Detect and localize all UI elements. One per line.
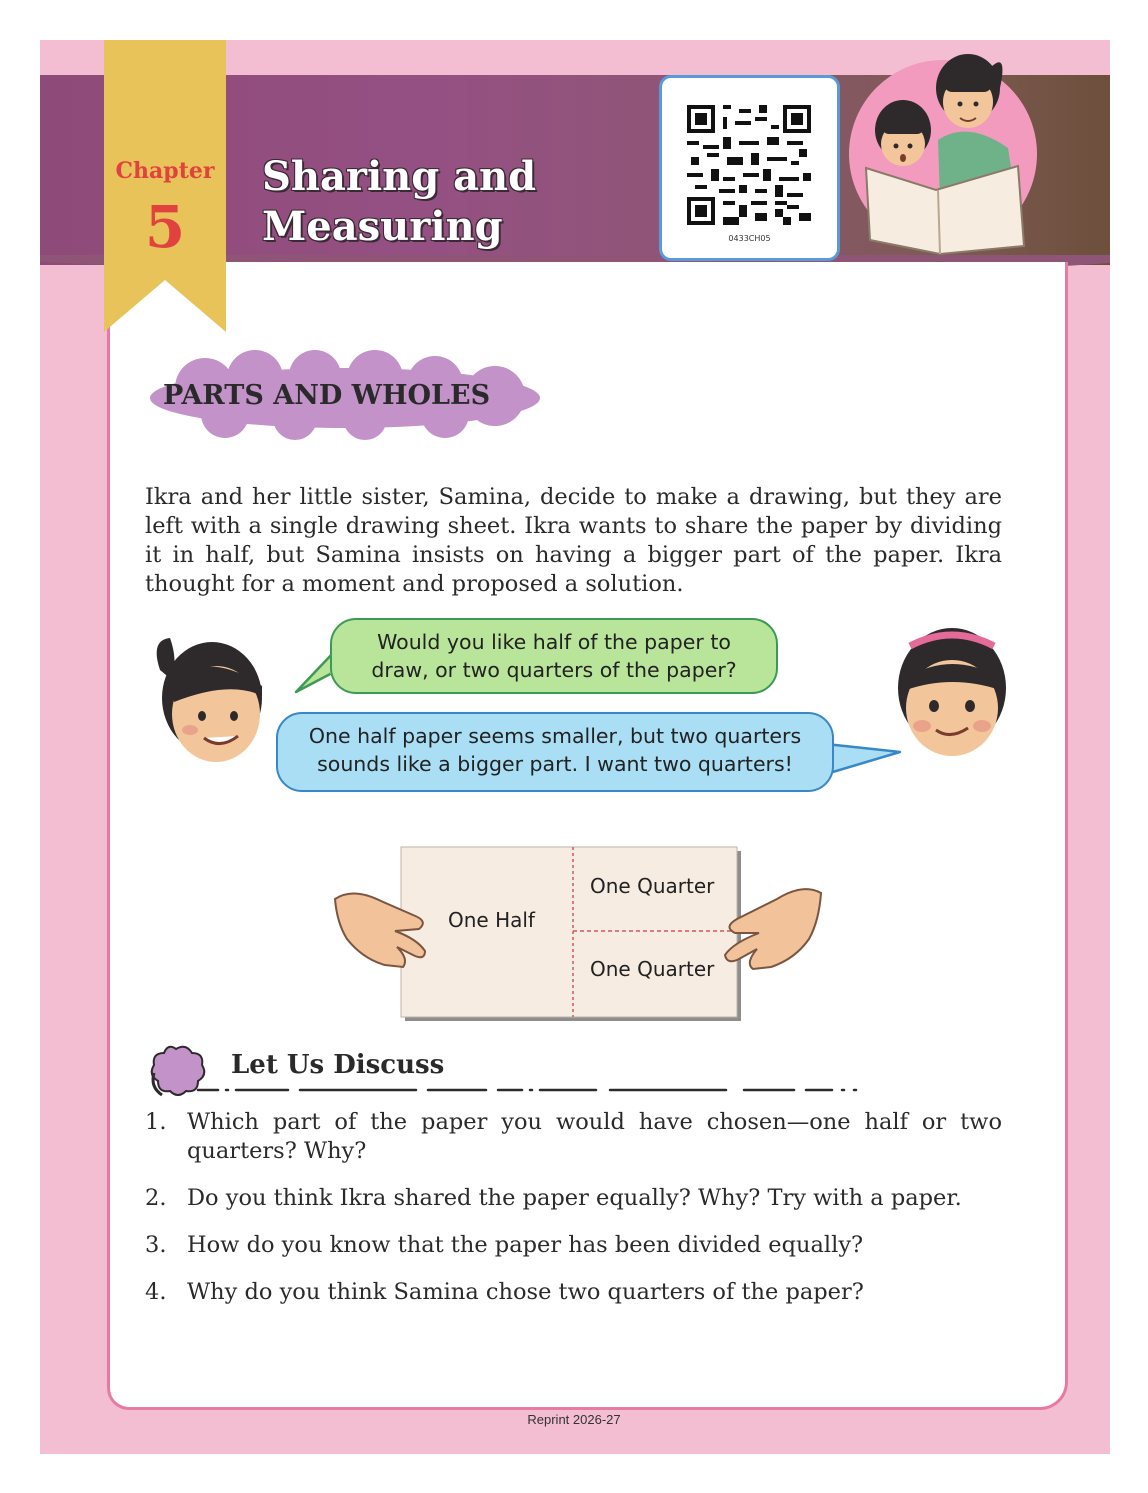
question-text: Why do you think Samina chose two quarters of the paper? [187,1279,864,1305]
discuss-title: Let Us Discuss [231,1050,445,1080]
discussion-questions [145,1108,1002,1325]
qr-code-card[interactable] [659,75,840,261]
question-number: 3. [145,1232,167,1258]
samina-speech-line1: One half paper seems smaller, but two quarters [308,724,802,748]
chapter-title [262,152,642,252]
chapter-ribbon [104,40,226,332]
question-item [145,1108,1002,1166]
samina-speech-bubble [276,712,834,792]
chapter-title-line2: Measuring [262,203,503,250]
ikra-speech-line1: Would you like half of the paper to [377,630,731,654]
chapter-number: 5 [144,193,186,261]
reprint-footer: Reprint 2026-27 [527,1412,621,1427]
question-text: Which part of the paper you would have chosen—one half or two quarters? Why? [187,1109,1002,1164]
question-text: How do you know that the paper has been divided equally? [187,1232,864,1258]
intro-paragraph: Ikra and her little sister, Samina, decide to make a drawing, but they are left with a single drawing sheet. Ikra wants to share the paper by dividing it in half, but Samina insists on having a bigger part of the paper. Ikra thought for a moment and proposed a solution. [145,483,1002,597]
section-title: PARTS AND WHOLES [163,380,491,411]
ikra-face-illustration [150,630,280,770]
chapter-title-line1: Sharing and [262,153,537,200]
one-quarter-bottom-label: One Quarter [590,957,715,981]
chapter-label: Chapter [115,158,215,184]
discuss-underline [196,1085,866,1095]
question-text: Do you think Ikra shared the paper equally? Why? Try with a paper. [187,1185,962,1211]
blue-bubble-tail [822,740,902,780]
one-half-label: One Half [448,908,535,932]
one-quarter-top-label: One Quarter [590,874,715,898]
qr-code-icon [687,105,811,225]
question-item [145,1184,1002,1213]
question-number: 1. [145,1109,167,1135]
girls-reading-illustration [848,40,1038,262]
question-item [145,1231,1002,1260]
ikra-speech-line2: draw, or two quarters of the paper? [371,658,737,682]
question-item [145,1278,1002,1307]
paper-sheet [333,843,823,1025]
question-number: 4. [145,1279,167,1305]
question-number: 2. [145,1185,167,1211]
paper-division-figure [333,843,823,1025]
samina-face-illustration [888,622,1018,762]
qr-code-label: 0433CH05 [728,234,771,243]
samina-speech-line2: sounds like a bigger part. I want two quarters! [317,752,793,776]
ikra-speech-bubble [330,618,778,694]
